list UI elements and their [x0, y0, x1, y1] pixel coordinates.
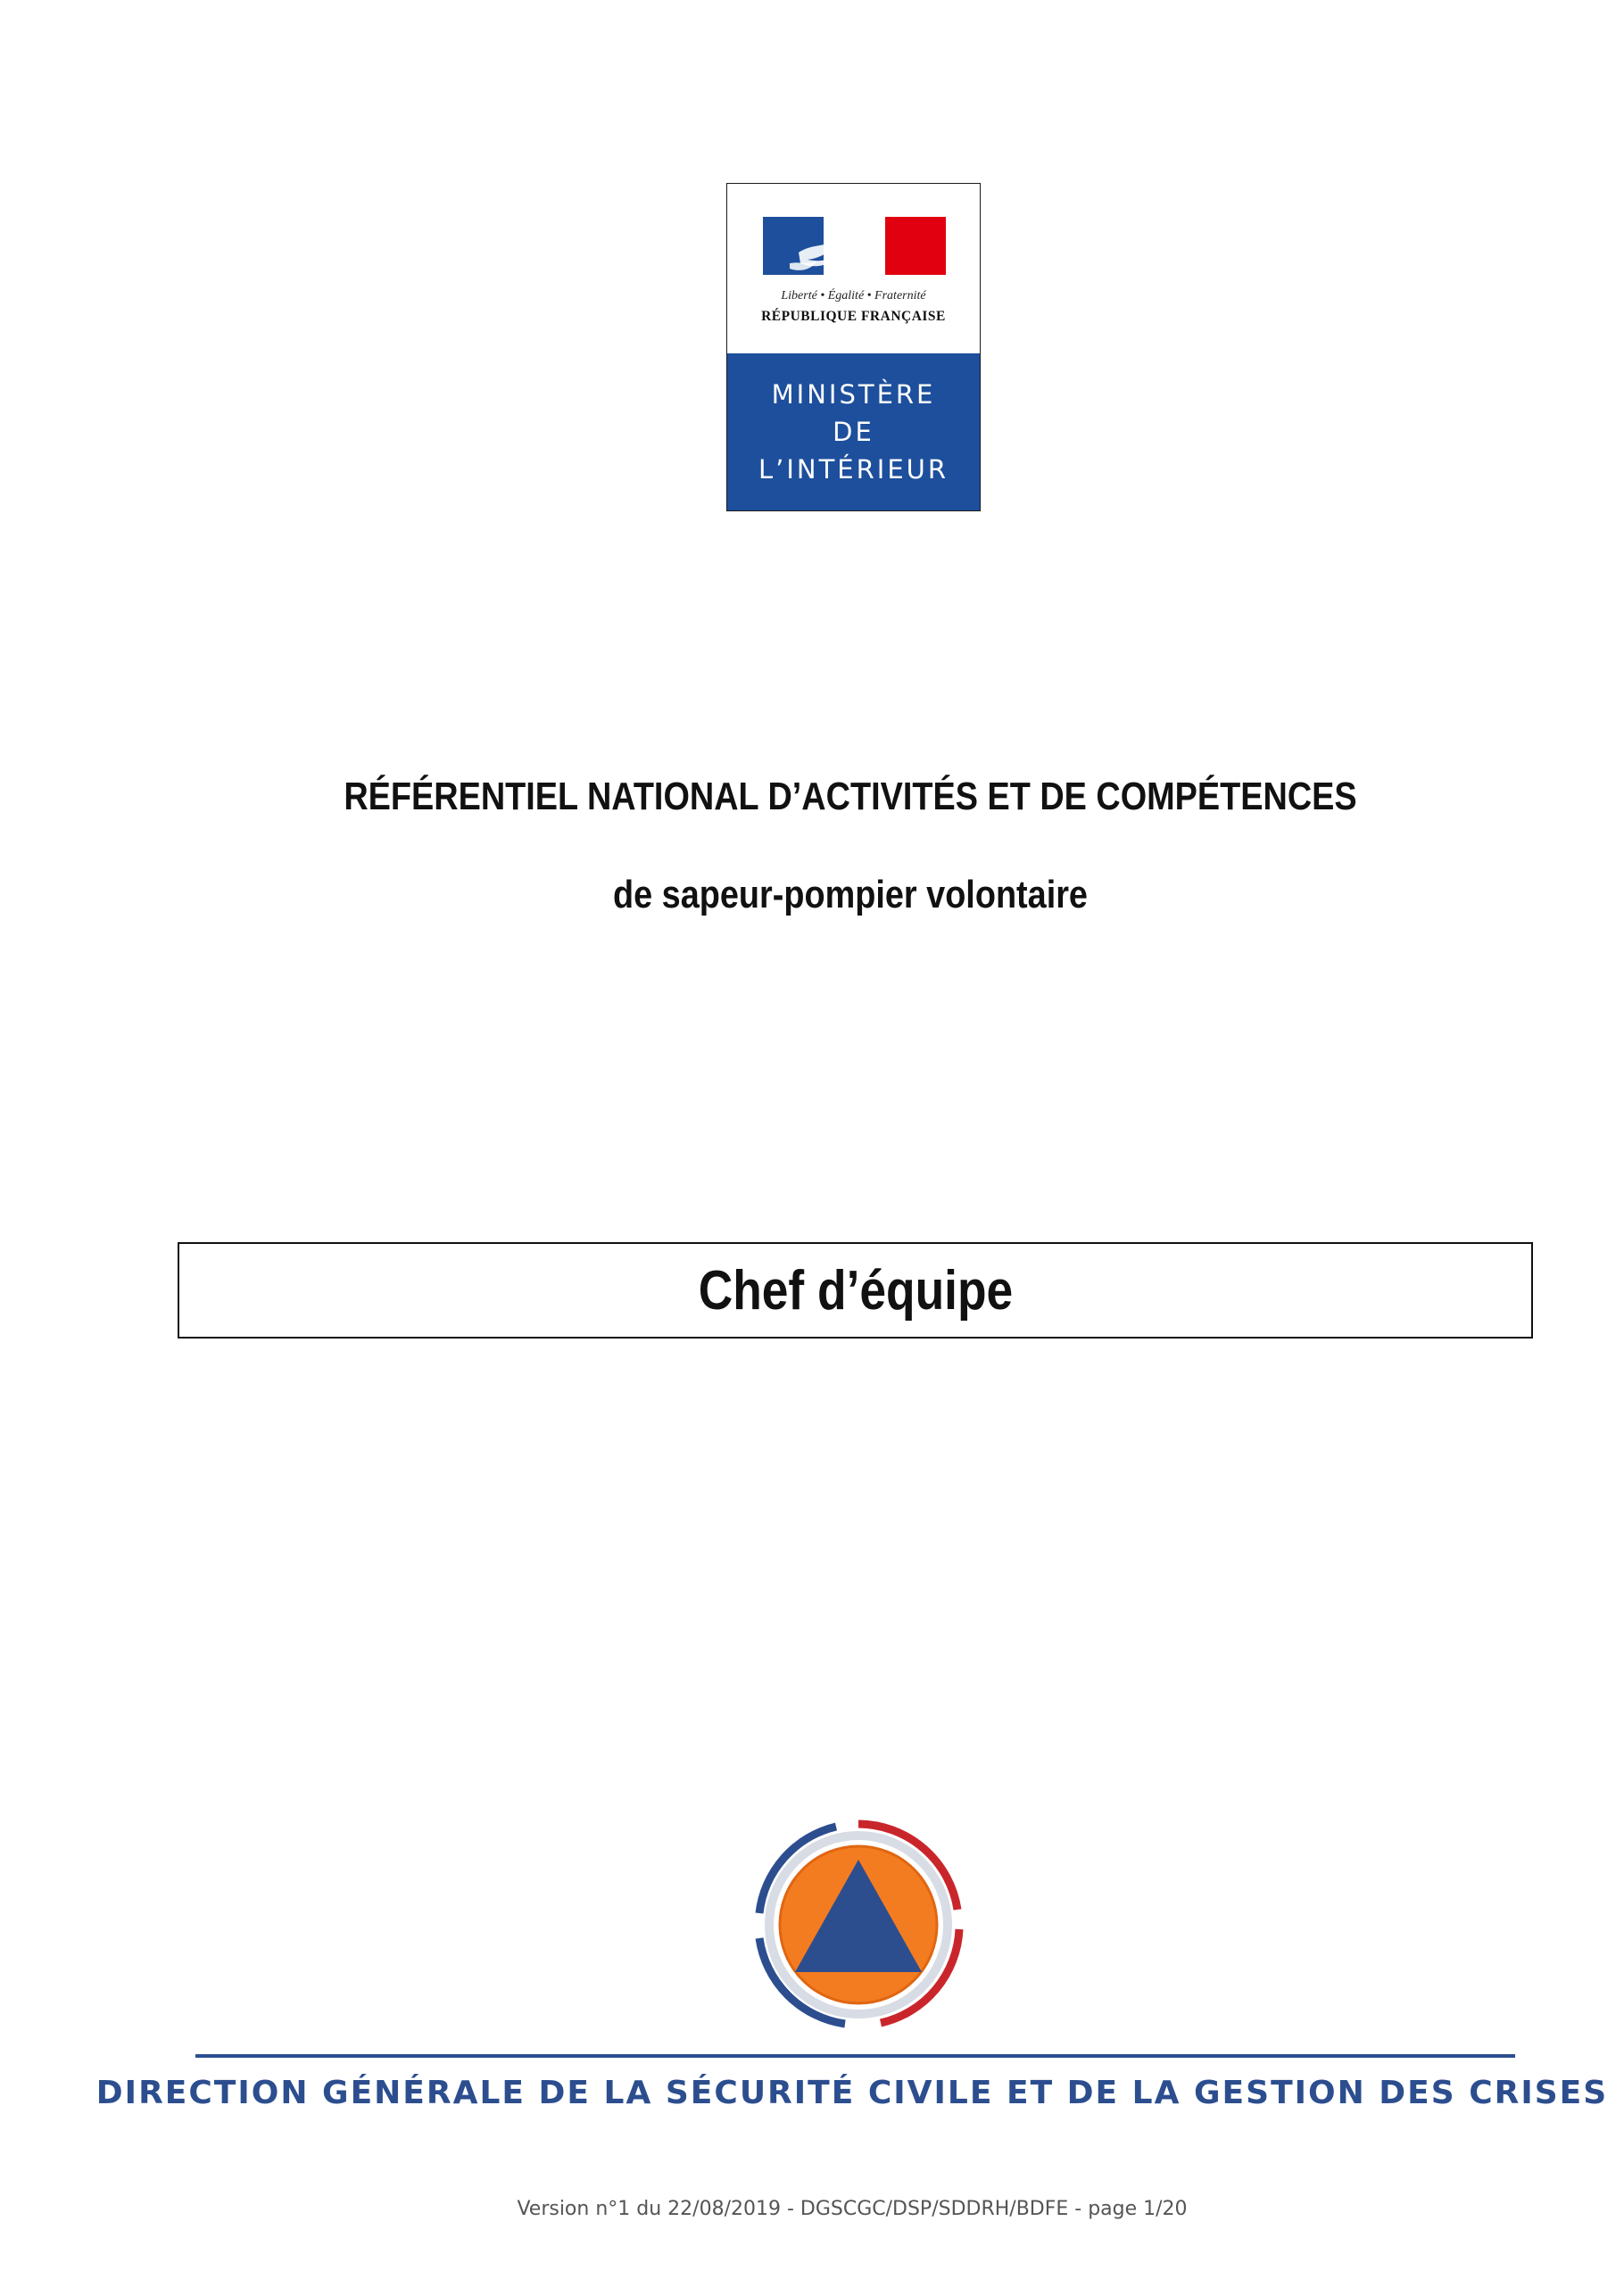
- document-title: RÉFÉRENTIEL NATIONAL D’ACTIVITÉS ET DE COMPÉTENCES: [344, 775, 1357, 818]
- ministry-name-block: [727, 353, 980, 510]
- republique-francaise-label: RÉPUBLIQUE FRANÇAISE: [761, 309, 946, 324]
- ministry-line-2: DE: [833, 417, 874, 447]
- republic-marianne-logo: [727, 184, 980, 353]
- role-box: [178, 1242, 1533, 1339]
- direction-label: DIRECTION GÉNÉRALE DE LA SÉCURITÉ CIVILE ET DE LA GESTION DES CRISES: [95, 2075, 1609, 2111]
- page-footer: Version n°1 du 22/08/2019 - DGSCGC/DSP/SDDRH/BDFE - page 1/20: [517, 2198, 1188, 2220]
- ministry-line-1: MINISTÈRE: [771, 379, 936, 410]
- role-title: Chef d’équipe: [698, 1259, 1013, 1322]
- securite-civile-emblem-icon: [747, 1813, 970, 2036]
- direction-divider: [195, 2054, 1515, 2058]
- republic-motto: Liberté • Égalité • Fraternité: [781, 289, 926, 303]
- marianne-flag-icon: [763, 217, 946, 275]
- ministry-logo: [726, 183, 981, 511]
- ministry-line-3: L’INTÉRIEUR: [758, 454, 949, 485]
- document-subtitle: de sapeur-pompier volontaire: [613, 873, 1088, 916]
